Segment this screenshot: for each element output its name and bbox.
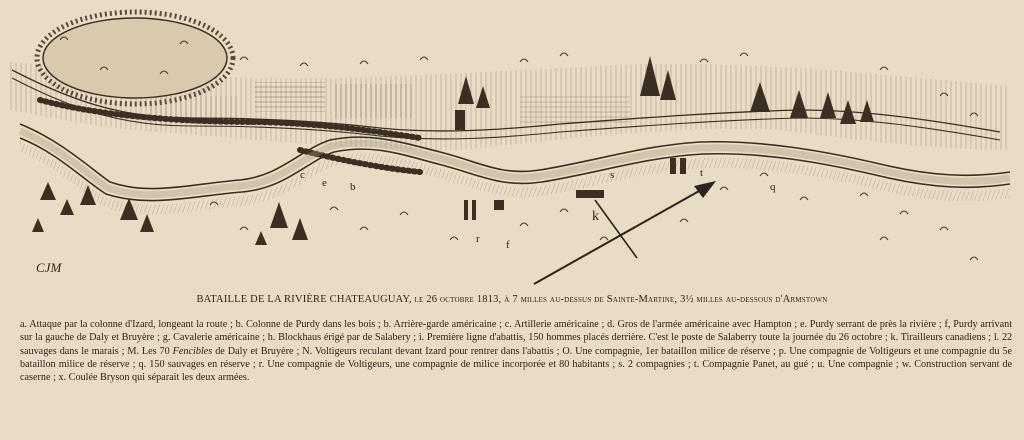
legend-entry xyxy=(259,359,615,370)
legend-key: f, xyxy=(944,319,951,330)
legend-text: Une compagnie de Voltigeurs et une compagnie du 5e bataillon milice de réserve ; xyxy=(20,345,1012,370)
map-label-s: s xyxy=(610,169,615,181)
troop-block xyxy=(576,190,604,198)
legend-text: Attaque par la colonne d'Izard, longeant la route ; xyxy=(29,319,233,330)
marsh xyxy=(43,18,227,98)
legend-key: d. xyxy=(607,319,615,330)
legend-key: h. xyxy=(267,332,276,344)
legend-text: Purdy serrant de près la rivière ; xyxy=(809,319,942,330)
caption-title: BATAILLE DE LA RIVIÈRE CHATEAUGUAY, xyxy=(196,294,412,305)
map-label-b: b xyxy=(350,181,356,193)
troop-block xyxy=(494,200,504,210)
legend-key: a. xyxy=(20,319,28,330)
legend-entry xyxy=(384,319,502,330)
legend-text: Blockhaus érigé par de Salabery ; xyxy=(278,332,417,344)
legend-entry xyxy=(127,346,299,357)
legend-key: x. xyxy=(58,372,67,384)
legend-key: r. xyxy=(258,358,265,370)
legend-text: Une compagnie de Voltigeurs, une compagnie de milice incorporée et 80 habitants ; xyxy=(267,358,616,370)
legend-key: b. xyxy=(383,319,392,330)
legend-key: s. xyxy=(618,358,625,370)
caption-position: à 7 milles au-dessus de Sainte-Martine, xyxy=(504,294,678,305)
legend-key: q. xyxy=(138,358,147,370)
legend-entry xyxy=(607,319,797,330)
legend-text: 22 sauvages dans le marais ; xyxy=(20,332,1013,357)
legend-key: i. xyxy=(418,332,425,344)
map-label-c: c xyxy=(300,169,305,181)
legend-key: O. xyxy=(562,345,573,357)
legend-text: Colonne de Purdy dans les bois ; xyxy=(246,319,381,330)
legend-entry xyxy=(139,359,256,370)
legend-key: g. xyxy=(162,332,171,344)
legend-text: Tirailleurs canadiens ; xyxy=(900,332,992,344)
legend-text: 2 compagnies ; xyxy=(627,358,691,370)
map-label-r: r xyxy=(476,233,480,245)
blockhouse xyxy=(455,110,465,130)
legend-text: de Daly et Bruyère ; xyxy=(215,345,300,357)
legend-key: k. xyxy=(890,332,899,344)
legend-key: M. xyxy=(127,345,139,357)
troop-block xyxy=(680,158,686,174)
legend-text: Une compagnie, 1er bataillon milice de réserve ; xyxy=(575,345,776,357)
legend-entry xyxy=(163,332,265,343)
legend-entry xyxy=(302,346,559,357)
troop-block xyxy=(464,200,468,220)
legend-entry xyxy=(800,319,942,330)
legend-text: Première ligne d'abattis, 150 hommes placés derrière. C'est le poste de Salaberry toute la journée du 26 octobre ; xyxy=(426,332,888,344)
legend-text: Artillerie américaine ; xyxy=(513,319,605,330)
caption-distance-value: 3½ xyxy=(680,294,694,305)
map-label-k: k xyxy=(592,209,599,224)
legend-entry xyxy=(419,332,888,343)
map-label-q: q xyxy=(770,181,776,193)
field xyxy=(335,84,415,118)
legend-key: c. xyxy=(504,319,512,330)
map-label-t: t xyxy=(700,167,704,179)
legend-key: e. xyxy=(799,319,808,330)
legend-key: p. xyxy=(778,345,787,357)
legend-text: 150 sauvages en réserve ; xyxy=(149,358,256,370)
caption-date: le 26 octobre 1813, xyxy=(414,294,502,305)
artist-signature: CJM xyxy=(36,260,62,275)
legend-key: t. xyxy=(693,358,700,370)
legend-entry xyxy=(562,346,775,357)
map-label-e: e xyxy=(322,177,327,189)
legend-text: Purdy arrivant sur la gauche de Daly et Bruyère ; xyxy=(20,319,1013,344)
map-legend xyxy=(20,318,1012,384)
legend-text: Coulée Bryson qui séparait les deux armées. xyxy=(68,372,250,384)
map-label-f: f xyxy=(506,239,510,251)
legend-key: N. xyxy=(302,345,313,357)
legend-entry xyxy=(268,332,416,343)
legend-text: Arrière-garde américaine ; xyxy=(393,319,502,330)
legend-key: w. xyxy=(901,358,912,370)
legend-text: Une compagnie ; xyxy=(828,358,899,370)
legend-key: u. xyxy=(817,358,825,370)
caption-distance-text: milles au-dessous d'Armstown xyxy=(696,294,828,305)
legend-key: l. xyxy=(993,332,1000,344)
legend-entry xyxy=(20,319,233,330)
legend-text: Les 70 xyxy=(141,345,170,357)
legend-entry xyxy=(58,372,249,383)
troop-block xyxy=(670,158,676,174)
troop-block xyxy=(472,200,476,220)
legend-entry xyxy=(890,332,991,343)
legend-entry xyxy=(505,319,605,330)
field xyxy=(255,82,325,112)
legend-entry xyxy=(817,359,899,370)
legend-entry xyxy=(618,359,690,370)
legend-text: Compagnie Panet, au gué ; xyxy=(702,358,815,370)
legend-text: Cavalerie américaine ; xyxy=(173,332,266,344)
legend-text: Construction servant de caserne ; xyxy=(20,358,1013,384)
legend-text: Voltigeurs reculant devant Izard pour rentrer dans l'abattis ; xyxy=(314,345,560,357)
map-caption xyxy=(0,294,1024,305)
legend-entry xyxy=(694,359,814,370)
field xyxy=(520,96,630,126)
legend-entry xyxy=(236,319,381,330)
legend-key: b. xyxy=(235,319,244,330)
legend-text: Gros de l'armée américaine avec Hampton ; xyxy=(617,319,798,330)
legend-text-italic: Fencibles xyxy=(172,345,213,357)
